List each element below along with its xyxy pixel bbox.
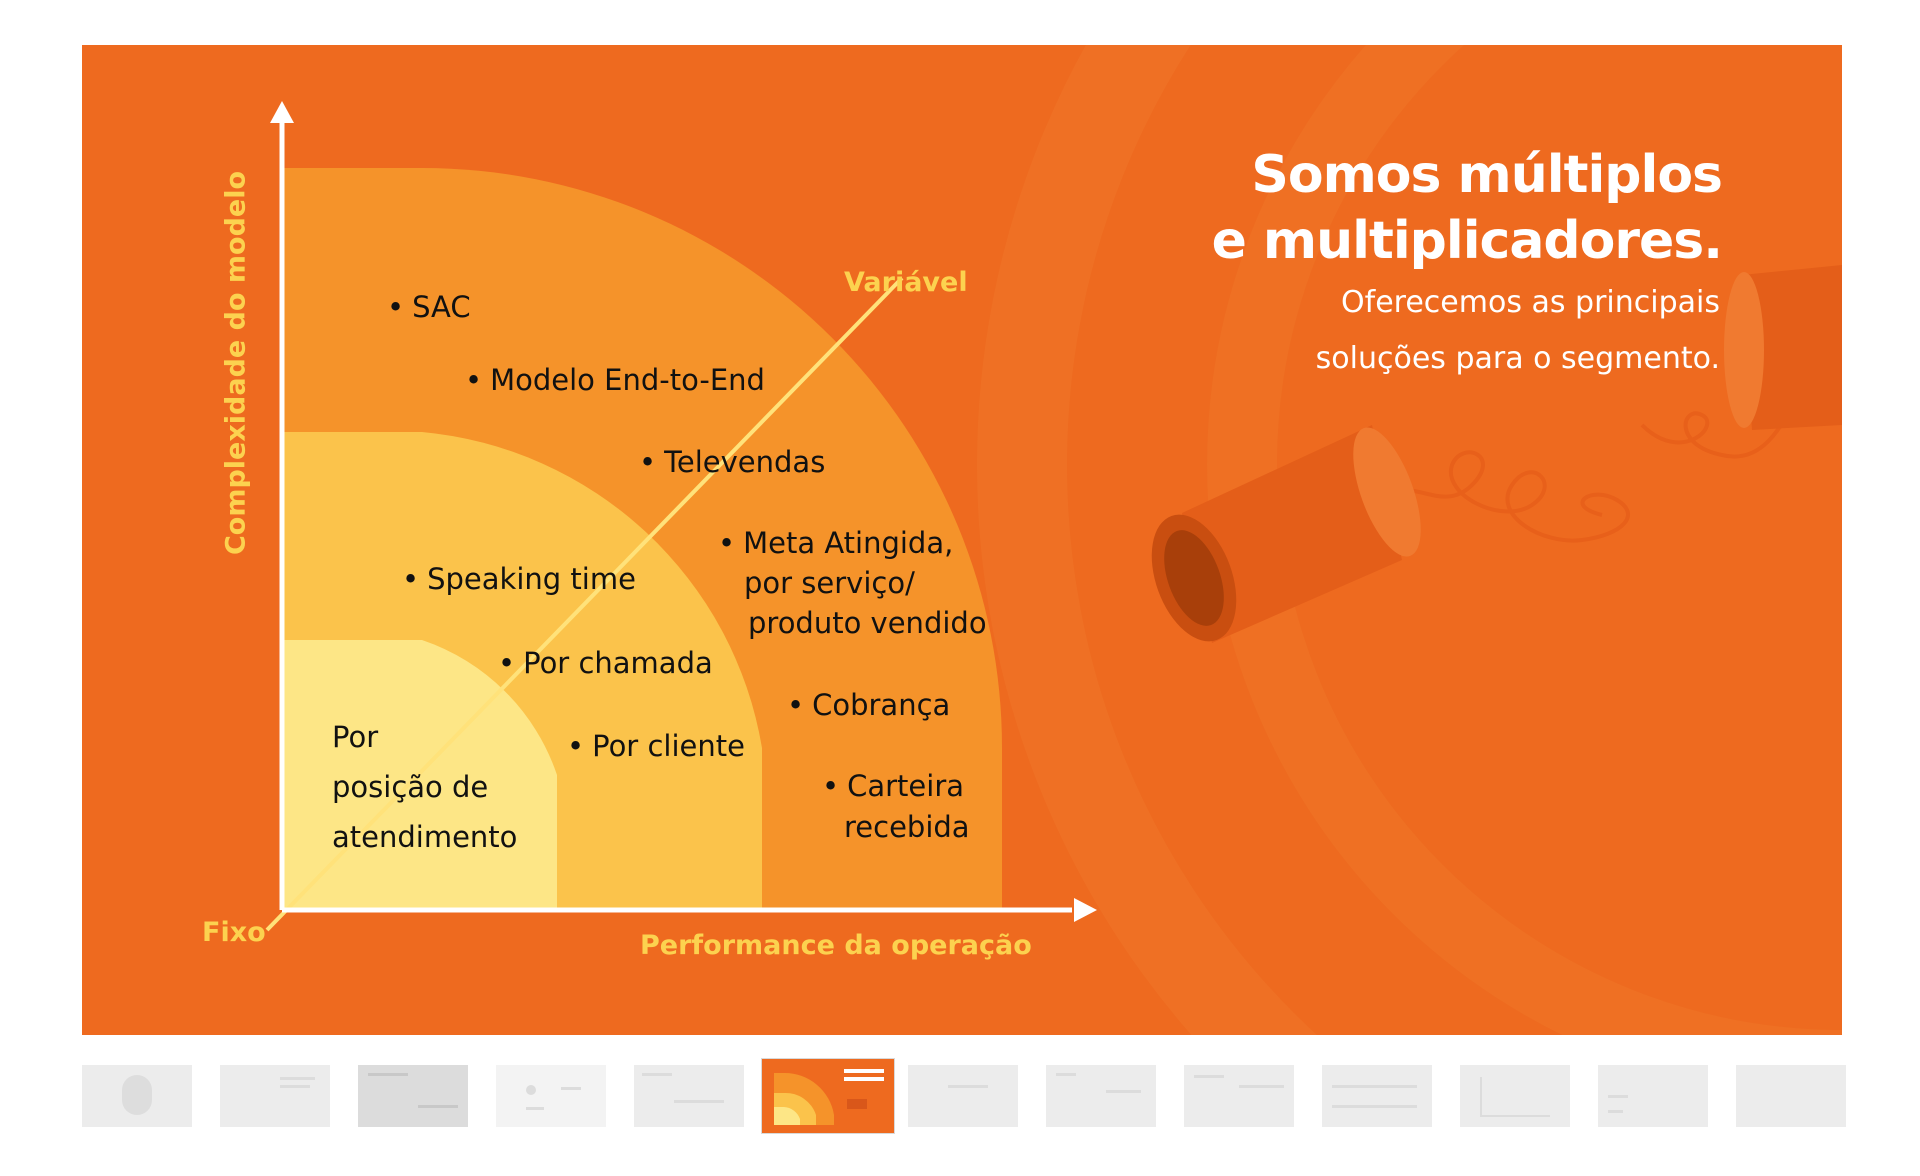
bullet: • bbox=[822, 769, 840, 803]
label-atendimento: atendimento bbox=[332, 820, 518, 854]
bullet: • bbox=[567, 729, 585, 763]
label-text: Televendas bbox=[664, 445, 826, 479]
thumbnail[interactable] bbox=[358, 1065, 468, 1127]
label-carteira-line2: recebida bbox=[844, 810, 970, 844]
thumbnail-text-line bbox=[1608, 1110, 1623, 1113]
bullet: • bbox=[465, 363, 483, 397]
label-text: Cobrança bbox=[812, 688, 951, 722]
thumbnail-text-line bbox=[1056, 1073, 1076, 1076]
thumbnail-logo bbox=[526, 1107, 544, 1110]
thumbnail[interactable] bbox=[82, 1065, 192, 1127]
slide-title-line-1: Somos múltiplos bbox=[1251, 145, 1722, 205]
thumb-title bbox=[844, 1069, 884, 1073]
y-axis-title: Complexidade do modelo bbox=[220, 170, 252, 556]
thumbnail-logo bbox=[561, 1087, 581, 1090]
thumbnail[interactable] bbox=[634, 1065, 744, 1127]
bullet: • bbox=[787, 688, 805, 722]
bullet: • bbox=[387, 290, 405, 324]
label-text: SAC bbox=[412, 290, 471, 324]
slide-subtitle-line-1: Oferecemos as principais bbox=[1341, 285, 1720, 320]
label-speaking-time bbox=[402, 559, 636, 599]
thumbnail[interactable] bbox=[1598, 1065, 1708, 1127]
slide-subtitle bbox=[1316, 275, 1720, 387]
label-sac bbox=[387, 287, 471, 327]
thumbnail[interactable] bbox=[908, 1065, 1018, 1127]
label-por-chamada bbox=[498, 643, 713, 683]
slide-canvas bbox=[82, 45, 1842, 1035]
thumbnail[interactable] bbox=[1184, 1065, 1294, 1127]
label-text: Por cliente bbox=[592, 729, 745, 763]
thumbnail-text-line bbox=[1239, 1085, 1284, 1088]
bullet: • bbox=[498, 646, 516, 680]
thumbnail-text-line bbox=[1194, 1075, 1224, 1078]
label-posicao-de: posição de bbox=[332, 770, 489, 804]
thumbnail-text-line bbox=[948, 1085, 988, 1088]
label-text: Speaking time bbox=[427, 562, 636, 596]
thumbnail-text-line bbox=[280, 1085, 310, 1088]
label-text: Meta Atingida, bbox=[743, 526, 954, 560]
slide-title-line-2: e multiplicadores. bbox=[1211, 211, 1722, 271]
diagonal-label: Variável bbox=[844, 267, 968, 298]
origin-label: Fixo bbox=[202, 917, 266, 948]
y-axis-arrow bbox=[270, 101, 294, 123]
thumbnail-axis bbox=[1480, 1077, 1482, 1117]
label-meta-line2: por serviço/ bbox=[744, 566, 915, 600]
x-axis-title: Performance da operação bbox=[640, 930, 1032, 961]
label-por-cliente bbox=[567, 726, 745, 766]
thumbnail[interactable] bbox=[1046, 1065, 1156, 1127]
bullet: • bbox=[718, 526, 736, 560]
thumbnail-preview bbox=[762, 1059, 894, 1133]
thumbnail-strip bbox=[82, 1065, 1842, 1127]
label-text: Por chamada bbox=[523, 646, 713, 680]
thumb-can bbox=[847, 1099, 867, 1109]
thumbnail[interactable] bbox=[1322, 1065, 1432, 1127]
slide-title bbox=[1212, 142, 1722, 274]
thumbnail[interactable] bbox=[1460, 1065, 1570, 1127]
slide-subtitle-line-2: soluções para o segmento. bbox=[1315, 341, 1720, 376]
thumbnail-text-line bbox=[1332, 1105, 1417, 1108]
thumbnail-graphic bbox=[122, 1075, 152, 1115]
bullet: • bbox=[639, 445, 657, 479]
thumbnail-text-line bbox=[418, 1105, 458, 1108]
bullet: • bbox=[402, 562, 420, 596]
label-text: Modelo End-to-End bbox=[490, 363, 765, 397]
thumbnail-text-line bbox=[1332, 1085, 1417, 1088]
thumbnail-text-line bbox=[368, 1073, 408, 1076]
thumbnail-text-line bbox=[280, 1077, 315, 1080]
thumbnail-active[interactable] bbox=[762, 1059, 894, 1133]
thumbnail[interactable] bbox=[1736, 1065, 1846, 1127]
thumbnail-axis bbox=[1480, 1115, 1550, 1117]
thumbnail-text-line bbox=[642, 1073, 672, 1076]
label-end-to-end bbox=[465, 360, 765, 400]
label-por: Por bbox=[332, 720, 379, 754]
x-axis-arrow bbox=[1074, 898, 1097, 922]
label-meta-line3: produto vendido bbox=[748, 606, 987, 640]
thumbnail[interactable] bbox=[496, 1065, 606, 1127]
thumb-title bbox=[844, 1077, 884, 1081]
label-meta-atingida bbox=[718, 523, 953, 563]
label-text: Carteira bbox=[847, 769, 965, 803]
label-televendas bbox=[639, 442, 825, 482]
label-cobranca bbox=[787, 685, 950, 725]
thumbnail[interactable] bbox=[220, 1065, 330, 1127]
thumbnail-text-line bbox=[674, 1100, 724, 1103]
label-carteira bbox=[822, 766, 964, 806]
thumbnail-logo bbox=[526, 1085, 536, 1095]
thumbnail-text-line bbox=[1106, 1090, 1141, 1093]
thumbnail-text-line bbox=[1608, 1095, 1628, 1098]
